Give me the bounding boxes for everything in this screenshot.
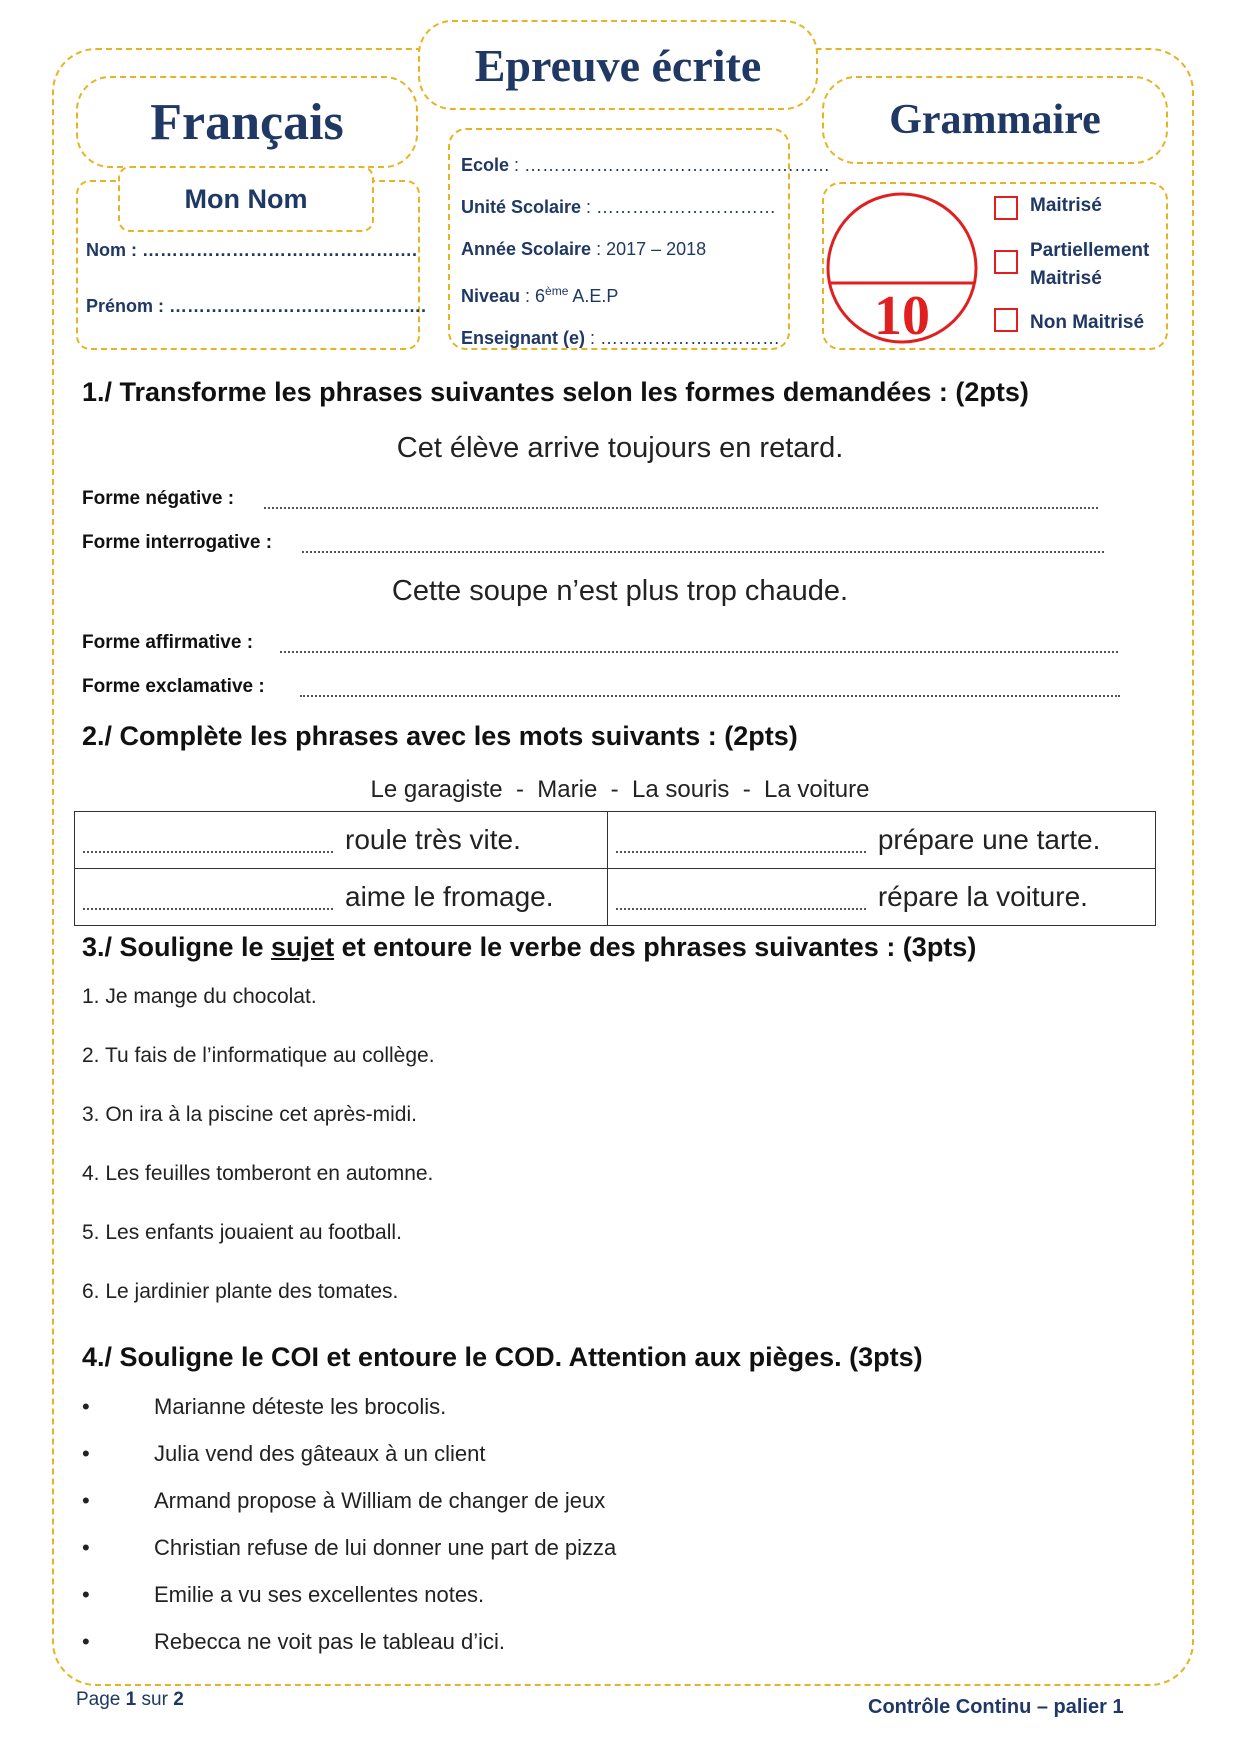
forme-affirmative-line[interactable]: [280, 651, 1118, 653]
list-item: 5. Les enfants jouaient au football.: [82, 1221, 402, 1244]
blank-line[interactable]: [83, 851, 333, 853]
topic-box: [822, 76, 1168, 164]
bullet-icon: •: [82, 1394, 90, 1419]
ecole-row[interactable]: Ecole : ……………………………………………: [461, 155, 831, 175]
name-box-title: Mon Nom: [184, 183, 308, 214]
annee-row: Année Scolaire : 2017 – 2018: [461, 239, 707, 259]
forme-exclamative-label: Forme exclamative :: [82, 676, 265, 697]
score-total: 10: [874, 285, 930, 347]
list-item: 1. Je mange du chocolat.: [82, 985, 317, 1008]
q2-cell-4[interactable]: répare la voiture.: [607, 869, 1155, 926]
topic-title: Grammaire: [889, 97, 1101, 143]
list-item: • Marianne déteste les brocolis.: [82, 1394, 447, 1419]
q2-title: 2./ Complète les phrases avec les mots suivants : (2pts): [82, 721, 798, 751]
forme-exclamative-line[interactable]: [300, 695, 1120, 697]
bullet-icon: •: [82, 1535, 90, 1560]
list-item: • Julia vend des gâteaux à un client: [82, 1441, 486, 1466]
q1-sentence-1: Cet élève arrive toujours en retard.: [396, 432, 844, 464]
forme-affirmative-label: Forme affirmative :: [82, 632, 254, 653]
partiel-label: Partiellement Maitrisé: [1030, 240, 1150, 289]
maitrise-label: Maitrisé: [1030, 195, 1102, 216]
prenom-label: Prénom :: [86, 296, 165, 316]
maitrise-checkbox[interactable]: [994, 196, 1018, 220]
unite-row[interactable]: Unité Scolaire : …………………………: [461, 197, 777, 217]
list-item: • Christian refuse de lui donner une part de pizza: [82, 1535, 617, 1560]
list-item: 2. Tu fais de l’informatique au collège.: [82, 1044, 435, 1067]
q2-cell-3[interactable]: aime le fromage.: [75, 869, 608, 926]
list-item: 6. Le jardinier plante des tomates.: [82, 1280, 399, 1303]
prenom-dots: …………………………………….: [169, 296, 427, 316]
non-maitrise-checkbox[interactable]: [994, 308, 1018, 332]
q1-sentence-2: Cette soupe n’est plus trop chaude.: [391, 575, 849, 607]
q2-cell-1[interactable]: roule très vite.: [75, 812, 608, 869]
forme-negative-line[interactable]: [264, 507, 1098, 509]
exam-title: Epreuve écrite: [474, 39, 762, 91]
subject-title: Français: [150, 93, 344, 151]
q3-title-sujet: sujet: [271, 932, 335, 962]
q2-cell-2[interactable]: prépare une tarte.: [607, 812, 1155, 869]
forme-interrogative-line[interactable]: [302, 551, 1104, 553]
niveau-row: Niveau : 6ème A.E.P: [461, 284, 619, 306]
list-item: • Emilie a vu ses excellentes notes.: [82, 1582, 485, 1607]
forme-negative-label: Forme négative :: [82, 488, 235, 509]
non-maitrise-label: Non Maitrisé: [1030, 312, 1145, 333]
name-box-title-frame: [118, 166, 374, 232]
q2-table: [74, 811, 1156, 926]
q4-title: 4./ Souligne le COI et entoure le COD. Attention aux pièges. (3pts): [82, 1342, 923, 1372]
nom-label: Nom :: [86, 240, 137, 260]
school-info: [461, 144, 830, 359]
table-row: [75, 869, 1156, 926]
list-item: • Armand propose à William de changer de jeux: [82, 1488, 606, 1513]
list-item: • Rebecca ne voit pas le tableau d’ici.: [82, 1629, 505, 1654]
page-number: Page 1 sur 2: [76, 1689, 184, 1710]
enseignant-row[interactable]: Enseignant (e) : …………………………: [461, 328, 781, 348]
bullet-icon: •: [82, 1441, 90, 1466]
footer-label: Contrôle Continu – palier 1: [868, 1696, 1124, 1718]
list-item: 4. Les feuilles tomberont en automne.: [82, 1162, 434, 1185]
prenom-field[interactable]: [86, 296, 426, 317]
table-row: [75, 812, 1156, 869]
bullet-icon: •: [82, 1488, 90, 1513]
forme-interrogative-label: Forme interrogative :: [82, 532, 273, 553]
list-item: 3. On ira à la piscine cet après-midi.: [82, 1103, 417, 1126]
nom-field[interactable]: [86, 240, 417, 261]
blank-line[interactable]: [616, 908, 866, 910]
q3-title: 3./ Souligne le sujet et entoure le verbe des phrases suivantes : (3pts): [82, 932, 977, 962]
blank-line[interactable]: [83, 908, 333, 910]
bullet-icon: •: [82, 1582, 90, 1607]
partiel-checkbox[interactable]: [994, 250, 1018, 274]
blank-line[interactable]: [616, 851, 866, 853]
bullet-icon: •: [82, 1629, 90, 1654]
exam-title-box: [418, 20, 818, 110]
q2-word-bank: Le garagiste - Marie - La souris - La voiture: [370, 776, 870, 803]
subject-box: [76, 76, 418, 168]
nom-dots: ……………………………………….: [142, 240, 418, 260]
q1-title: 1./ Transforme les phrases suivantes selon les formes demandées : (2pts): [82, 377, 1029, 407]
